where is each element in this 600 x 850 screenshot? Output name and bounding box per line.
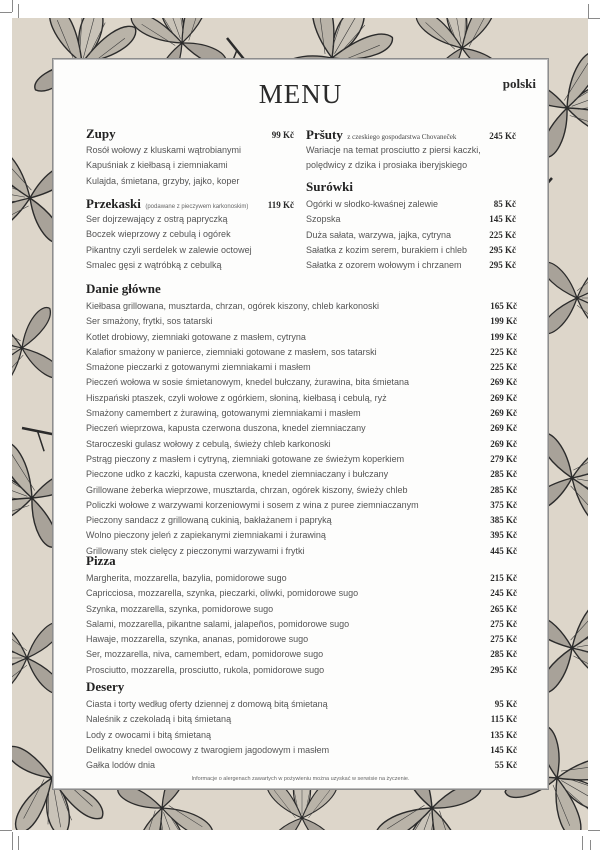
section-title: Przekaski — [86, 196, 141, 211]
menu-item-name: Staroczeski gulasz wołowy z cebulą, świeży chleb karkonoski — [86, 438, 331, 449]
menu-item-price: 225 Kč — [490, 362, 517, 373]
menu-item-price: 145 Kč — [489, 214, 516, 225]
menu-item: Smalec gęsi z wątróbką z cebulką — [86, 259, 222, 270]
menu-item-price: 245 Kč — [490, 588, 517, 599]
menu-item-name: Ogórki w słodko-kwaśnej zalewie — [306, 199, 439, 209]
menu-item — [86, 467, 517, 482]
menu-item-price: 285 Kč — [490, 649, 517, 660]
menu-item — [86, 513, 517, 528]
menu-item-name: Sałatka z ozorem wołowym i chrzanem — [306, 260, 462, 271]
menu-item — [86, 758, 517, 773]
menu-item — [306, 258, 516, 273]
menu-item-price: 269 Kč — [490, 377, 517, 388]
menu-item — [86, 345, 517, 360]
menu-item-name: Duża sałata, warzywa, jajka, cytryna — [306, 229, 452, 240]
section-title: Zupy — [86, 126, 116, 141]
menu-item: Ser dojrzewający z ostrą papryczką — [86, 214, 228, 224]
menu-item — [86, 586, 517, 601]
menu-item — [86, 617, 517, 632]
menu-item-name: Wolno pieczony jeleń z zapiekanymi ziemniakami i żurawiną — [86, 530, 326, 541]
crop-mark — [588, 4, 589, 18]
menu-item-price: 85 Kč — [493, 199, 516, 209]
menu-item-name: Ser smażony, frytki, sos tatarski — [86, 316, 213, 327]
menu-item: Boczek wieprzowy z cebulą i ogórek — [86, 229, 231, 240]
menu-item — [86, 330, 517, 345]
menu-item-name: Szynka, mozzarella, szynka, pomidorowe sugo — [86, 603, 274, 614]
menu-item — [86, 498, 517, 513]
menu-item-price: 445 Kč — [490, 545, 517, 556]
menu-item — [86, 299, 517, 314]
menu-item — [86, 406, 517, 421]
menu-item-price: 295 Kč — [490, 664, 517, 675]
menu-item-price: 225 Kč — [490, 346, 517, 357]
menu-item-name: Hawaje, mozzarella, szynka, ananas, pomidorowe sugo — [86, 634, 309, 645]
menu-item — [86, 437, 517, 452]
menu-item-name: Grillowane żeberka wieprzowe, musztarda, chrzan, ogórek kiszony, świeży chleb — [86, 484, 408, 495]
menu-item-price: 115 Kč — [490, 714, 517, 725]
section-title: Desery — [86, 679, 125, 694]
section-przekaski — [86, 195, 294, 273]
menu-item — [86, 391, 517, 406]
menu-item-price: 135 Kč — [490, 729, 517, 740]
section-desery — [86, 679, 517, 773]
menu-item-name: Pieczeń wieprzowa, kapusta czerwona duszona, knedel ziemniaczany — [86, 423, 366, 434]
menu-item-price: 269 Kč — [490, 423, 517, 434]
crop-mark — [588, 18, 600, 19]
menu-item-name: Hiszpański ptaszek, czyli wołowe z ogórkiem, słoniną, kiełbasą i cebulą, ryż — [86, 392, 387, 403]
menu-item-name: Naleśnik z czekoladą i bitą śmietaną — [86, 714, 232, 725]
menu-item — [86, 375, 517, 390]
menu-item-price: 275 Kč — [490, 634, 517, 645]
menu-item: Pikantny czyli serdelek w zalewie octowej — [86, 244, 252, 255]
section-title: Pizza — [86, 553, 116, 568]
crop-mark — [12, 0, 13, 12]
menu-item-price: 95 Kč — [494, 699, 517, 709]
crop-mark — [18, 4, 19, 18]
menu-item-price: 395 Kč — [490, 530, 517, 541]
section-title: Danie główne — [86, 281, 161, 296]
section-note: z czeskiego gospodarstwa Chovaneček — [347, 133, 457, 141]
crop-mark — [582, 836, 583, 850]
menu-item-name: Margherita, mozzarella, bazylia, pomidorowe sugo — [86, 573, 287, 583]
section-price: 99 Kč — [271, 130, 294, 140]
menu-item-price: 199 Kč — [490, 316, 517, 327]
menu-item-name: Smażone pieczarki z gotowanymi ziemniakami i masłem — [86, 362, 311, 373]
menu-item-price: 275 Kč — [490, 618, 517, 629]
language-label: polski — [502, 76, 536, 91]
menu-item-name: Pieczone udko z kaczki, kapusta czerwona, knedel ziemniaczany i bułczany — [86, 469, 389, 480]
menu-item-name: Kalafior smażony w panierce, ziemniaki gotowane z masłem, sos tatarski — [86, 346, 377, 357]
crop-mark — [588, 830, 600, 831]
section-pizza — [86, 553, 517, 678]
menu-item — [86, 663, 517, 678]
section-title: Surówki — [306, 179, 353, 194]
menu-item-name: Pieczony sandacz z grillowaną cukinią, bakłażanem i papryką — [86, 515, 332, 526]
menu-item — [86, 743, 517, 758]
menu-item — [86, 697, 517, 712]
menu-title: MENU — [258, 79, 343, 109]
section-surowki — [306, 179, 516, 273]
section-price: 245 Kč — [489, 131, 516, 141]
menu-item-name: Capricciosa, mozzarella, szynka, pieczarki, oliwki, pomidorowe sugo — [86, 588, 359, 599]
menu-item-price: 385 Kč — [490, 515, 517, 526]
menu-item-price: 279 Kč — [490, 453, 517, 464]
section-note: (podawane z pieczywem karkonoskim) — [145, 204, 249, 210]
menu-item: Kulajda, śmietana, grzyby, jajko, koper — [86, 175, 240, 186]
menu-item-name: Kiełbasa grillowana, musztarda, chrzan, ogórek kiszony, chleb karkonoski — [86, 301, 379, 311]
menu-item-name: Smażony camembert z żurawiną, gotowanymi ziemniakami i masłem — [86, 408, 361, 419]
menu-item — [306, 197, 516, 212]
menu-item-name: Salami, mozzarella, pikantne salami, jalapeños, pomidorowe sugo — [86, 618, 350, 629]
menu-item — [86, 360, 517, 375]
allergen-note: Informacje o alergenach zawartych w pożywieniu można uzyskać w serwisie na życzenie. — [191, 776, 410, 782]
menu-item-price: 145 Kč — [490, 744, 517, 755]
item-list — [86, 697, 517, 773]
menu-item-price: 215 Kč — [490, 573, 517, 583]
menu-item-name: Prosciutto, mozzarella, prosciutto, rukola, pomidorowe sugo — [86, 664, 325, 675]
section-zupy — [86, 126, 294, 189]
menu-panel — [52, 58, 549, 790]
item-list — [86, 571, 517, 678]
menu-item-price: 295 Kč — [489, 244, 516, 255]
menu-item-price: 265 Kč — [490, 603, 517, 614]
menu-item — [306, 228, 516, 243]
menu-item-name: Sałatka z kozim serem, burakiem i chleb — [306, 244, 468, 255]
menu-item — [86, 571, 517, 586]
menu-item — [86, 314, 517, 329]
menu-item-name: Gałka lodów dnia — [86, 760, 156, 771]
menu-item — [306, 212, 516, 227]
menu-item-price: 225 Kč — [489, 229, 516, 240]
menu-item-name: Pstrąg pieczony z masłem i cytryną, ziemniaki gotowane ze świeżym koperkiem — [86, 453, 405, 464]
menu-item-price: 165 Kč — [490, 301, 517, 311]
menu-item-price: 269 Kč — [490, 408, 517, 419]
menu-item-description: Wariacje na temat prosciutto z piersi kaczki, — [306, 145, 481, 155]
menu-item: Kapuśniak z kiełbasą i ziemniakami — [86, 160, 228, 171]
item-list — [306, 197, 516, 273]
menu-item — [86, 712, 517, 727]
menu-item-price: 285 Kč — [490, 469, 517, 480]
menu-item-name: Szopska — [306, 214, 341, 225]
menu-item-name: Policzki wołowe z warzywami korzeniowymi i sosem z wina z puree ziemniaczanym — [86, 499, 419, 510]
menu-item-name: Delikatny knedel owocowy z twarogiem jagodowym i masłem — [86, 744, 330, 755]
crop-mark — [0, 830, 12, 831]
menu-item-price: 269 Kč — [490, 392, 517, 403]
section-danie-glowne — [86, 281, 517, 559]
item-list — [86, 299, 517, 559]
menu-item-price: 55 Kč — [494, 760, 517, 771]
menu-item-name: Kotlet drobiowy, ziemniaki gotowane z masłem, cytryna — [86, 331, 306, 342]
crop-mark — [0, 12, 12, 13]
section-prsuty — [306, 126, 516, 174]
menu-item-description: polędwicy z dzika i prosiaka iberyjskiego — [306, 160, 468, 171]
menu-item — [86, 647, 517, 662]
menu-item: Rosół wołowy z kluskami wątrobianymi — [86, 145, 242, 155]
menu-item — [86, 528, 517, 543]
menu-item-name: Pieczeń wołowa w sosie śmietanowym, knedel bułczany, żurawina, bita śmietana — [86, 377, 409, 388]
menu-item — [86, 452, 517, 467]
menu-item — [86, 632, 517, 647]
menu-item-name: Lody z owocami i bitą śmietaną — [86, 729, 212, 740]
crop-mark — [590, 840, 591, 850]
menu-item — [306, 243, 516, 258]
crop-mark — [12, 832, 13, 850]
menu-item-name: Grillowany stek cielęcy z pieczonymi warzywami i frytki — [86, 545, 305, 556]
menu-item — [86, 421, 517, 436]
menu-item — [86, 602, 517, 617]
menu-item-price: 375 Kč — [490, 499, 517, 510]
crop-mark — [18, 836, 19, 850]
menu-item-name: Ser, mozzarella, niva, camembert, edam, pomidorowe sugo — [86, 649, 324, 660]
menu-item-name: Ciasta i torty według oferty dziennej z domową bitą śmietaną — [86, 699, 328, 709]
menu-item-price: 285 Kč — [490, 484, 517, 495]
menu-item-price: 199 Kč — [490, 331, 517, 342]
section-title: Pršuty — [306, 127, 343, 142]
menu-item — [86, 483, 517, 498]
menu-item-price: 269 Kč — [490, 438, 517, 449]
menu-item — [86, 728, 517, 743]
menu-item-price: 295 Kč — [489, 260, 516, 271]
section-price: 119 Kč — [267, 200, 294, 210]
